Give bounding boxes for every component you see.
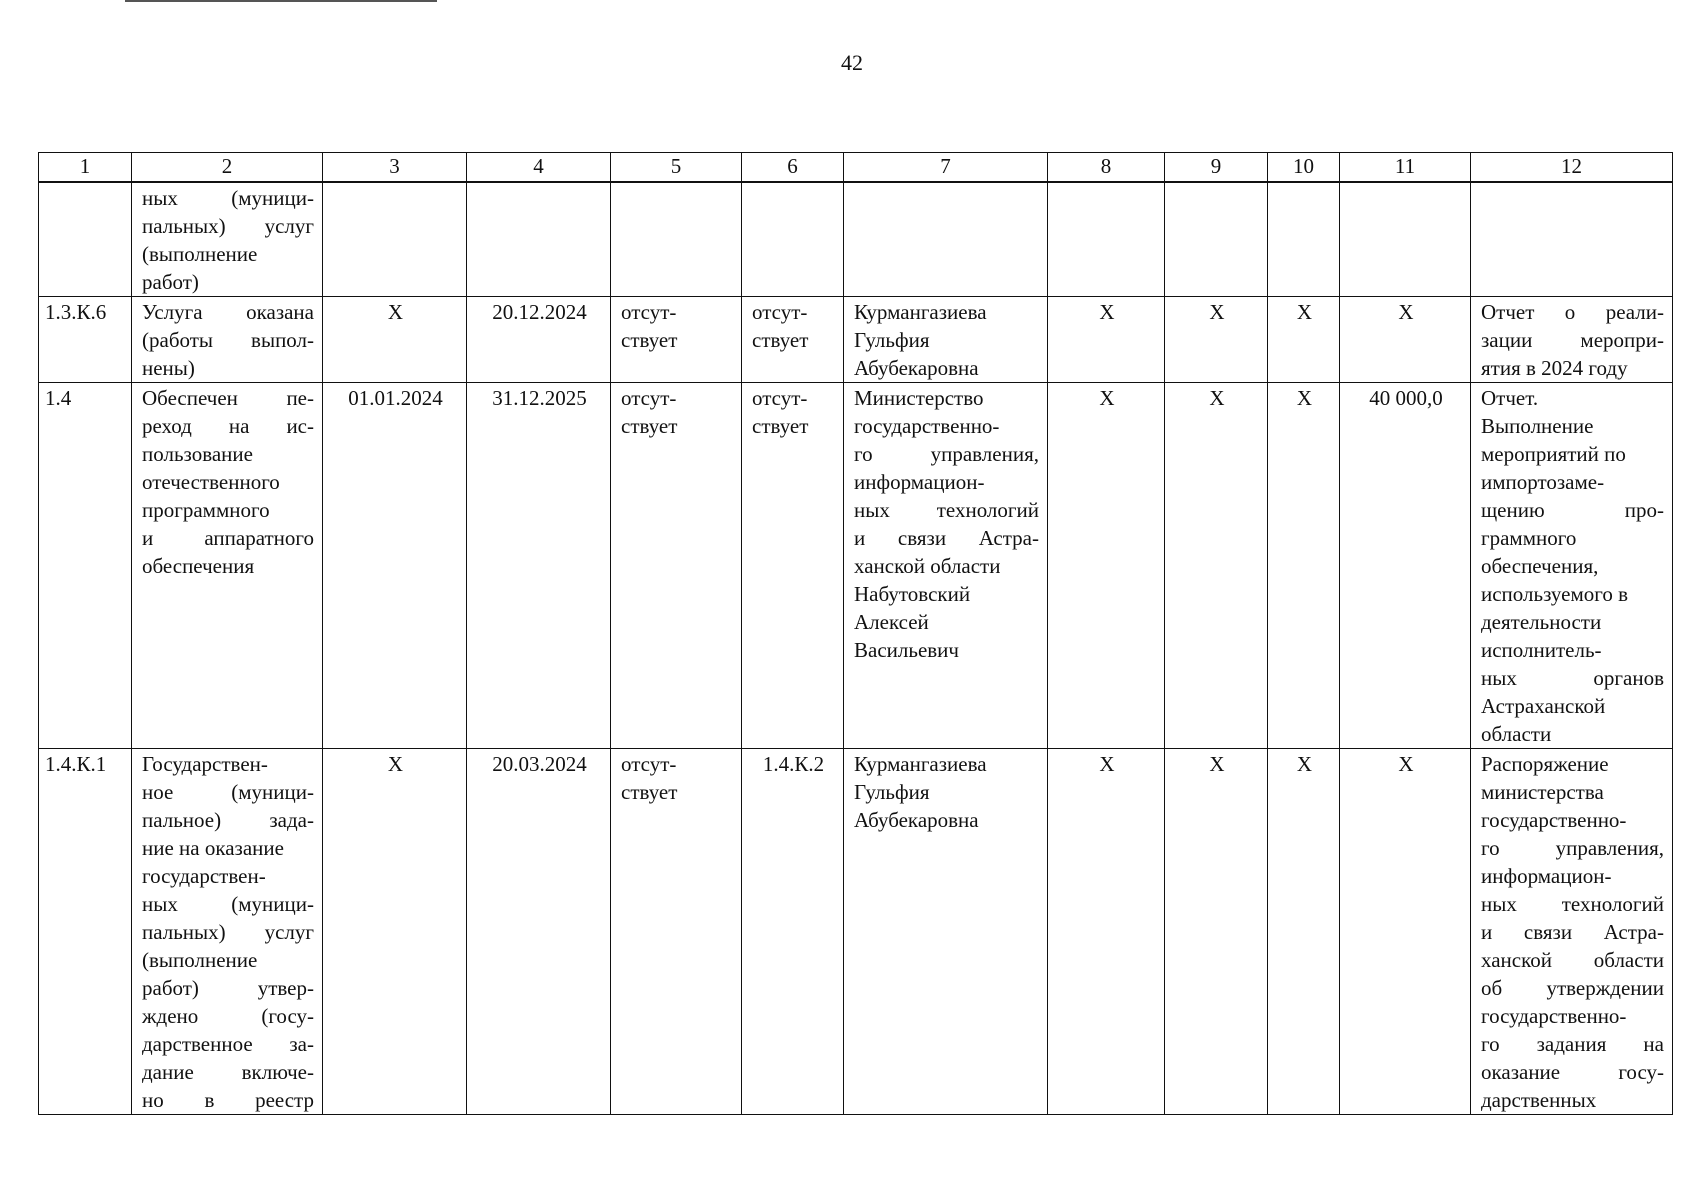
cell-line: дарственных (1481, 1088, 1597, 1112)
cell-col9: Х (1165, 383, 1268, 749)
cell-line: Обеспечен пе- (142, 386, 314, 410)
cell-line: отсут- (621, 300, 677, 324)
cell-line: (работы выпол- (142, 328, 314, 352)
cell-col8: Х (1048, 297, 1165, 383)
cell-end: 20.12.2024 (467, 297, 611, 383)
cell-col6 (742, 182, 844, 297)
column-header: 1 (39, 153, 132, 183)
cell-line: отсут- (621, 752, 677, 776)
cell-number: 1.4.К.1 (39, 749, 132, 1115)
cell-number (39, 182, 132, 297)
cell-responsible (844, 297, 1048, 383)
cell-result (1471, 749, 1673, 1115)
cell-line: государственно- (1481, 808, 1627, 832)
cell-line: ных технологий (1481, 892, 1664, 916)
cell-line: Абубекаровна (854, 356, 979, 380)
cell-line: Курмангазиева (854, 300, 987, 324)
cell-line: и связи Астра- (854, 526, 1039, 550)
cell-start (323, 182, 467, 297)
cell-responsible (844, 182, 1048, 297)
cell-line: Астраханской (1481, 694, 1606, 718)
page-number: 42 (841, 50, 863, 75)
cell-line: отечественного (142, 470, 280, 494)
cell-line: отсут- (621, 386, 677, 410)
cell-col11 (1340, 182, 1471, 297)
cell-line: и аппаратного (142, 526, 314, 550)
cell-line: Государствен- (142, 752, 268, 776)
cell-line: (выполнение (142, 242, 258, 266)
cell-line: информацион- (854, 470, 985, 494)
cell-line: ханской области (854, 554, 1001, 578)
cell-line: ханской области (1481, 948, 1664, 972)
cell-start: 01.01.2024 (323, 383, 467, 749)
cell-line: информацион- (1481, 864, 1612, 888)
cell-line: Выполнение (1481, 414, 1594, 438)
cell-col10: Х (1268, 383, 1340, 749)
column-header: 7 (844, 153, 1048, 183)
cell-line: ние на оказание (142, 836, 284, 860)
cell-col6 (742, 383, 844, 749)
cell-line: Набутовский (854, 582, 971, 606)
cell-number: 1.4 (39, 383, 132, 749)
cell-line: ствует (621, 414, 678, 438)
cell-line: Отчет о реали- (1481, 300, 1664, 324)
cell-line: го управления, (854, 442, 1039, 466)
top-rule (125, 0, 437, 2)
cell-line: программного (142, 498, 270, 522)
cell-line: ствует (621, 780, 678, 804)
cell-line: обеспечения, (1481, 554, 1599, 578)
cell-line: деятельности (1481, 610, 1602, 634)
cell-line: Министерство (854, 386, 984, 410)
cell-line: пользование (142, 442, 253, 466)
cell-line: ных технологий (854, 498, 1039, 522)
cell-line: граммного (1481, 526, 1577, 550)
cell-line: Курмангазиева (854, 752, 987, 776)
cell-line: дание включе- (142, 1060, 314, 1084)
cell-col5 (611, 749, 742, 1115)
cell-line: работ) (142, 270, 199, 294)
table-row (39, 182, 1673, 297)
cell-col11: 40 000,0 (1340, 383, 1471, 749)
cell-line: и связи Астра- (1481, 920, 1664, 944)
cell-line: ное (муници- (142, 780, 314, 804)
cell-col10: Х (1268, 297, 1340, 383)
column-header: 9 (1165, 153, 1268, 183)
cell-result (1471, 297, 1673, 383)
cell-line: пальных) услуг (142, 920, 314, 944)
header-row (39, 153, 1673, 183)
cell-line: ствует (752, 328, 809, 352)
cell-col5 (611, 297, 742, 383)
cell-line: отсут- (752, 300, 808, 324)
cell-col9 (1165, 182, 1268, 297)
cell-line: ствует (752, 414, 809, 438)
cell-line: Васильевич (854, 638, 959, 662)
cell-col10 (1268, 182, 1340, 297)
cell-col11: Х (1340, 297, 1471, 383)
cell-line: реход на ис- (142, 414, 314, 438)
cell-result (1471, 383, 1673, 749)
column-header: 8 (1048, 153, 1165, 183)
cell-line: Распоряжение (1481, 752, 1609, 776)
column-header: 4 (467, 153, 611, 183)
cell-col8 (1048, 182, 1165, 297)
table-row (39, 749, 1673, 1115)
cell-line: ных (муници- (142, 186, 314, 210)
cell-col8: Х (1048, 383, 1165, 749)
cell-line: го управления, (1481, 836, 1664, 860)
cell-line: обеспечения (142, 554, 255, 578)
cell-line: дарственное за- (142, 1032, 314, 1056)
cell-line: ных (муници- (142, 892, 314, 916)
cell-col8: Х (1048, 749, 1165, 1115)
cell-col5 (611, 182, 742, 297)
cell-number: 1.3.К.6 (39, 297, 132, 383)
column-header: 5 (611, 153, 742, 183)
cell-end (467, 182, 611, 297)
cell-line: зации меропри- (1481, 328, 1664, 352)
cell-line: нены) (142, 356, 195, 380)
cell-col11: Х (1340, 749, 1471, 1115)
cell-line: государствен- (142, 864, 266, 888)
cell-end: 31.12.2025 (467, 383, 611, 749)
column-header: 12 (1471, 153, 1673, 183)
cell-line: используемого в (1481, 582, 1629, 606)
cell-col10: Х (1268, 749, 1340, 1115)
column-header: 2 (132, 153, 323, 183)
cell-description (132, 383, 323, 749)
cell-end: 20.03.2024 (467, 749, 611, 1115)
cell-col9: Х (1165, 749, 1268, 1115)
cell-line: ствует (621, 328, 678, 352)
column-header: 11 (1340, 153, 1471, 183)
cell-line: ждено (госу- (142, 1004, 314, 1028)
column-header: 6 (742, 153, 844, 183)
plan-table (38, 152, 1673, 1115)
cell-line: Гульфия (854, 328, 930, 352)
cell-line: (выполнение (142, 948, 258, 972)
cell-line: об утверждении (1481, 976, 1664, 1000)
cell-result (1471, 182, 1673, 297)
cell-line: Услуга оказана (142, 300, 314, 324)
cell-line: Абубекаровна (854, 808, 979, 832)
cell-col6 (742, 297, 844, 383)
cell-start: Х (323, 749, 467, 1115)
cell-line: пальных) услуг (142, 214, 314, 238)
cell-line: Гульфия (854, 780, 930, 804)
cell-line: импортозаме- (1481, 470, 1605, 494)
table-row (39, 297, 1673, 383)
cell-line: но в реестр (142, 1088, 314, 1112)
column-header: 3 (323, 153, 467, 183)
cell-col9: Х (1165, 297, 1268, 383)
column-header: 10 (1268, 153, 1340, 183)
cell-line: министерства (1481, 780, 1604, 804)
cell-line: оказание госу- (1481, 1060, 1664, 1084)
table-row (39, 383, 1673, 749)
cell-col6: 1.4.К.2 (742, 749, 844, 1115)
cell-line: государственно- (1481, 1004, 1627, 1028)
cell-line: области (1481, 722, 1552, 746)
cell-line: ятия в 2024 году (1481, 356, 1628, 380)
cell-line: щению про- (1481, 498, 1664, 522)
cell-line: мероприятий по (1481, 442, 1626, 466)
cell-line: государственно- (854, 414, 1000, 438)
cell-responsible (844, 383, 1048, 749)
cell-line: пальное) зада- (142, 808, 314, 832)
cell-description (132, 297, 323, 383)
cell-line: работ) утвер- (142, 976, 314, 1000)
cell-description (132, 182, 323, 297)
cell-col5 (611, 383, 742, 749)
cell-start: Х (323, 297, 467, 383)
cell-line: Отчет. (1481, 386, 1539, 410)
cell-line: Алексей (854, 610, 929, 634)
cell-line: исполнитель- (1481, 638, 1602, 662)
cell-line: ных органов (1481, 666, 1664, 690)
cell-line: го задания на (1481, 1032, 1664, 1056)
cell-responsible (844, 749, 1048, 1115)
cell-description (132, 749, 323, 1115)
cell-line: отсут- (752, 386, 808, 410)
